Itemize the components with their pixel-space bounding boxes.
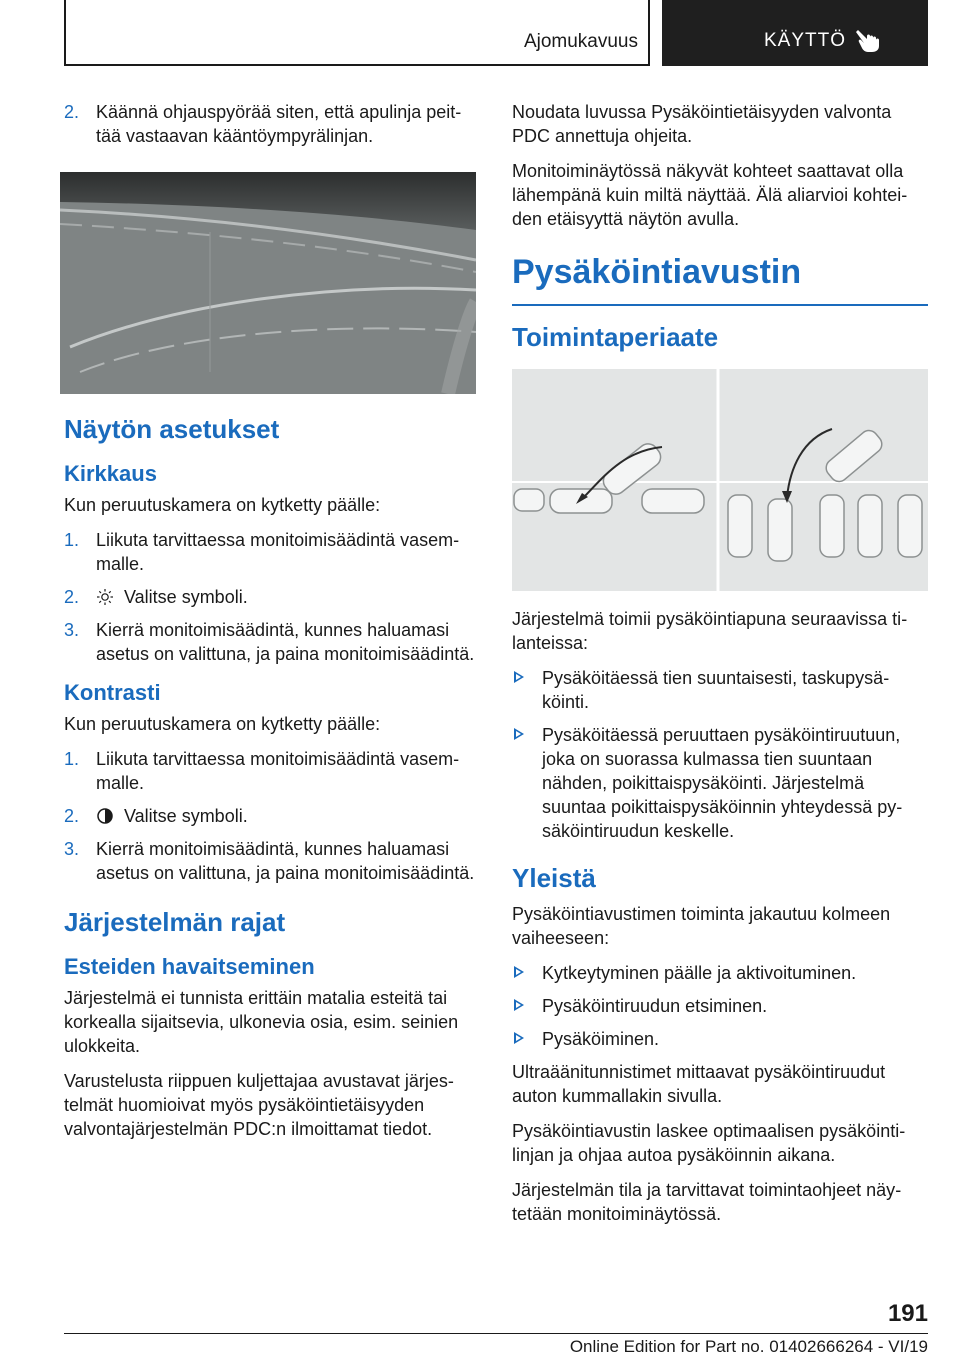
contrast-intro: Kun peruutuskamera on kytketty päälle: bbox=[64, 714, 381, 734]
pointing-hand-icon bbox=[854, 24, 884, 54]
bullet-text: Kytkeytyminen päälle ja aktivoituminen. bbox=[542, 963, 857, 983]
list-item bbox=[64, 100, 476, 148]
camera-guideline-image bbox=[60, 172, 476, 394]
header-chapter-tab bbox=[662, 0, 928, 66]
bullet-triangle-icon bbox=[514, 999, 524, 1011]
rear-view-camera-illustration bbox=[60, 172, 476, 394]
step-number: 3. bbox=[64, 620, 80, 640]
list-item bbox=[512, 1027, 928, 1051]
list-item bbox=[64, 747, 476, 795]
list-item bbox=[64, 804, 476, 828]
bullet-triangle-icon bbox=[514, 1032, 524, 1044]
step-text: Kierrä monitoimisäädintä, kunnes haluamasi asetus on valittuna, ja paina monitoimisäädintä. bbox=[96, 620, 475, 664]
paragraph: Pysäköintiavustin laskee optimaalisen pysäköintilinjan ja ohjaa autoa pysäköinnin aikana. bbox=[512, 1121, 906, 1165]
list-item bbox=[64, 618, 476, 666]
header-chapter-label: KÄYTTÖ bbox=[764, 30, 847, 51]
step-text: Valitse symboli. bbox=[124, 806, 248, 826]
obstacle-detection-heading: Esteiden havaitseminen bbox=[64, 954, 315, 979]
bullet-triangle-icon bbox=[514, 671, 524, 683]
general-heading: Yleistä bbox=[512, 863, 596, 893]
contrast-heading: Kontrasti bbox=[64, 680, 161, 705]
system-limits-heading: Järjestelmän rajat bbox=[64, 907, 286, 937]
sun-icon bbox=[96, 588, 114, 606]
step-number: 1. bbox=[64, 749, 80, 769]
obstacle-paragraph-2: Varustelusta riippuen kuljettajaa avustavat järjestelmät huomioivat myös pysäköintietäisyyden valvontajärjestelmän PDC:n ilmoittamat tiedot. bbox=[64, 1071, 454, 1139]
paragraph: Järjestelmän tila ja tarvittavat toimintaohjeet näytetään monitoiminäytössä. bbox=[512, 1180, 902, 1224]
right-column bbox=[512, 100, 928, 1237]
list-item bbox=[64, 528, 476, 576]
step-text: Valitse symboli. bbox=[124, 587, 248, 607]
paragraph: Järjestelmä toimii pysäköintiapuna seuraavissa tilanteissa: bbox=[512, 609, 908, 653]
list-item bbox=[512, 961, 928, 985]
parking-maneuver-image bbox=[512, 369, 928, 591]
brightness-heading: Kirkkaus bbox=[64, 461, 157, 486]
header-bottom-rule bbox=[64, 64, 650, 66]
bullet-triangle-icon bbox=[514, 728, 524, 740]
footer-rule bbox=[64, 1333, 928, 1334]
list-item bbox=[512, 723, 928, 843]
step-number: 2. bbox=[64, 806, 80, 826]
footer-edition: Online Edition for Part no. 01402666264 - VI/19 bbox=[569, 1337, 928, 1356]
brightness-intro: Kun peruutuskamera on kytketty päälle: bbox=[64, 495, 381, 515]
header-left-rule bbox=[64, 0, 66, 66]
step-text: Liikuta tarvittaessa monitoimisäädintä vasemmalle. bbox=[96, 530, 460, 574]
step-text: Käännä ohjauspyörää siten, että apulinja peittää vastaavan kääntöympyrälinjan. bbox=[96, 102, 462, 146]
bullet-text: Pysäköiminen. bbox=[542, 1029, 660, 1049]
step-text: Liikuta tarvittaessa monitoimisäädintä vasemmalle. bbox=[96, 749, 460, 793]
step-number: 2. bbox=[64, 587, 80, 607]
list-item bbox=[512, 994, 928, 1018]
header-section-title: Ajomukavuus bbox=[523, 31, 638, 52]
bullet-triangle-icon bbox=[514, 966, 524, 978]
parking-illustration bbox=[512, 369, 928, 591]
contrast-icon bbox=[96, 807, 114, 825]
list-item bbox=[512, 666, 928, 714]
page-number: 191 bbox=[887, 1300, 928, 1327]
list-item bbox=[64, 585, 476, 609]
step-number: 3. bbox=[64, 839, 80, 859]
display-settings-heading: Näytön asetukset bbox=[64, 414, 280, 444]
header-separator bbox=[648, 0, 650, 66]
paragraph: Ultraäänitunnistimet mittaavat pysäköintiruudut auton kummallakin sivulla. bbox=[512, 1062, 886, 1106]
paragraph: Pysäköintiavustimen toiminta jakautuu kolmeen vaiheeseen: bbox=[512, 904, 891, 948]
bullet-text: Pysäköintiruudun etsiminen. bbox=[542, 996, 768, 1016]
paragraph: Noudata luvussa Pysäköintietäisyyden valvonta PDC annettuja ohjeita. bbox=[512, 102, 892, 146]
operating-principle-heading: Toimintaperiaate bbox=[512, 322, 719, 352]
step-number: 2. bbox=[64, 102, 80, 122]
paragraph: Monitoiminäytössä näkyvät kohteet saattavat olla lähempänä kuin miltä näyttää. Älä aliarvioi kohteiden etäisyyttä näytön avulla. bbox=[512, 161, 908, 229]
step-number: 1. bbox=[64, 530, 80, 550]
step-text: Kierrä monitoimisäädintä, kunnes haluamasi asetus on valittuna, ja paina monitoimisäädintä. bbox=[96, 839, 475, 883]
left-column bbox=[64, 100, 476, 1152]
bullet-text: Pysäköitäessä peruuttaen pysäköintiruutuun, joka on suorassa kulmassa tien suuntaan nähden, poikittaispysäköinti. Järjestelmä suuntaa poikittaispysäköinnin yhteydessä pysäköintiruudun keskelle. bbox=[542, 725, 903, 841]
bullet-text: Pysäköitäessä tien suuntaisesti, taskupysäköinti. bbox=[542, 668, 890, 712]
obstacle-paragraph-1: Järjestelmä ei tunnista erittäin matalia esteitä tai korkealla sijaitsevia, ulkonevia osia, esim. seinien ulokkeita. bbox=[64, 988, 459, 1056]
list-item bbox=[64, 837, 476, 885]
parking-assistant-heading: Pysäköintiavustin bbox=[512, 253, 928, 306]
